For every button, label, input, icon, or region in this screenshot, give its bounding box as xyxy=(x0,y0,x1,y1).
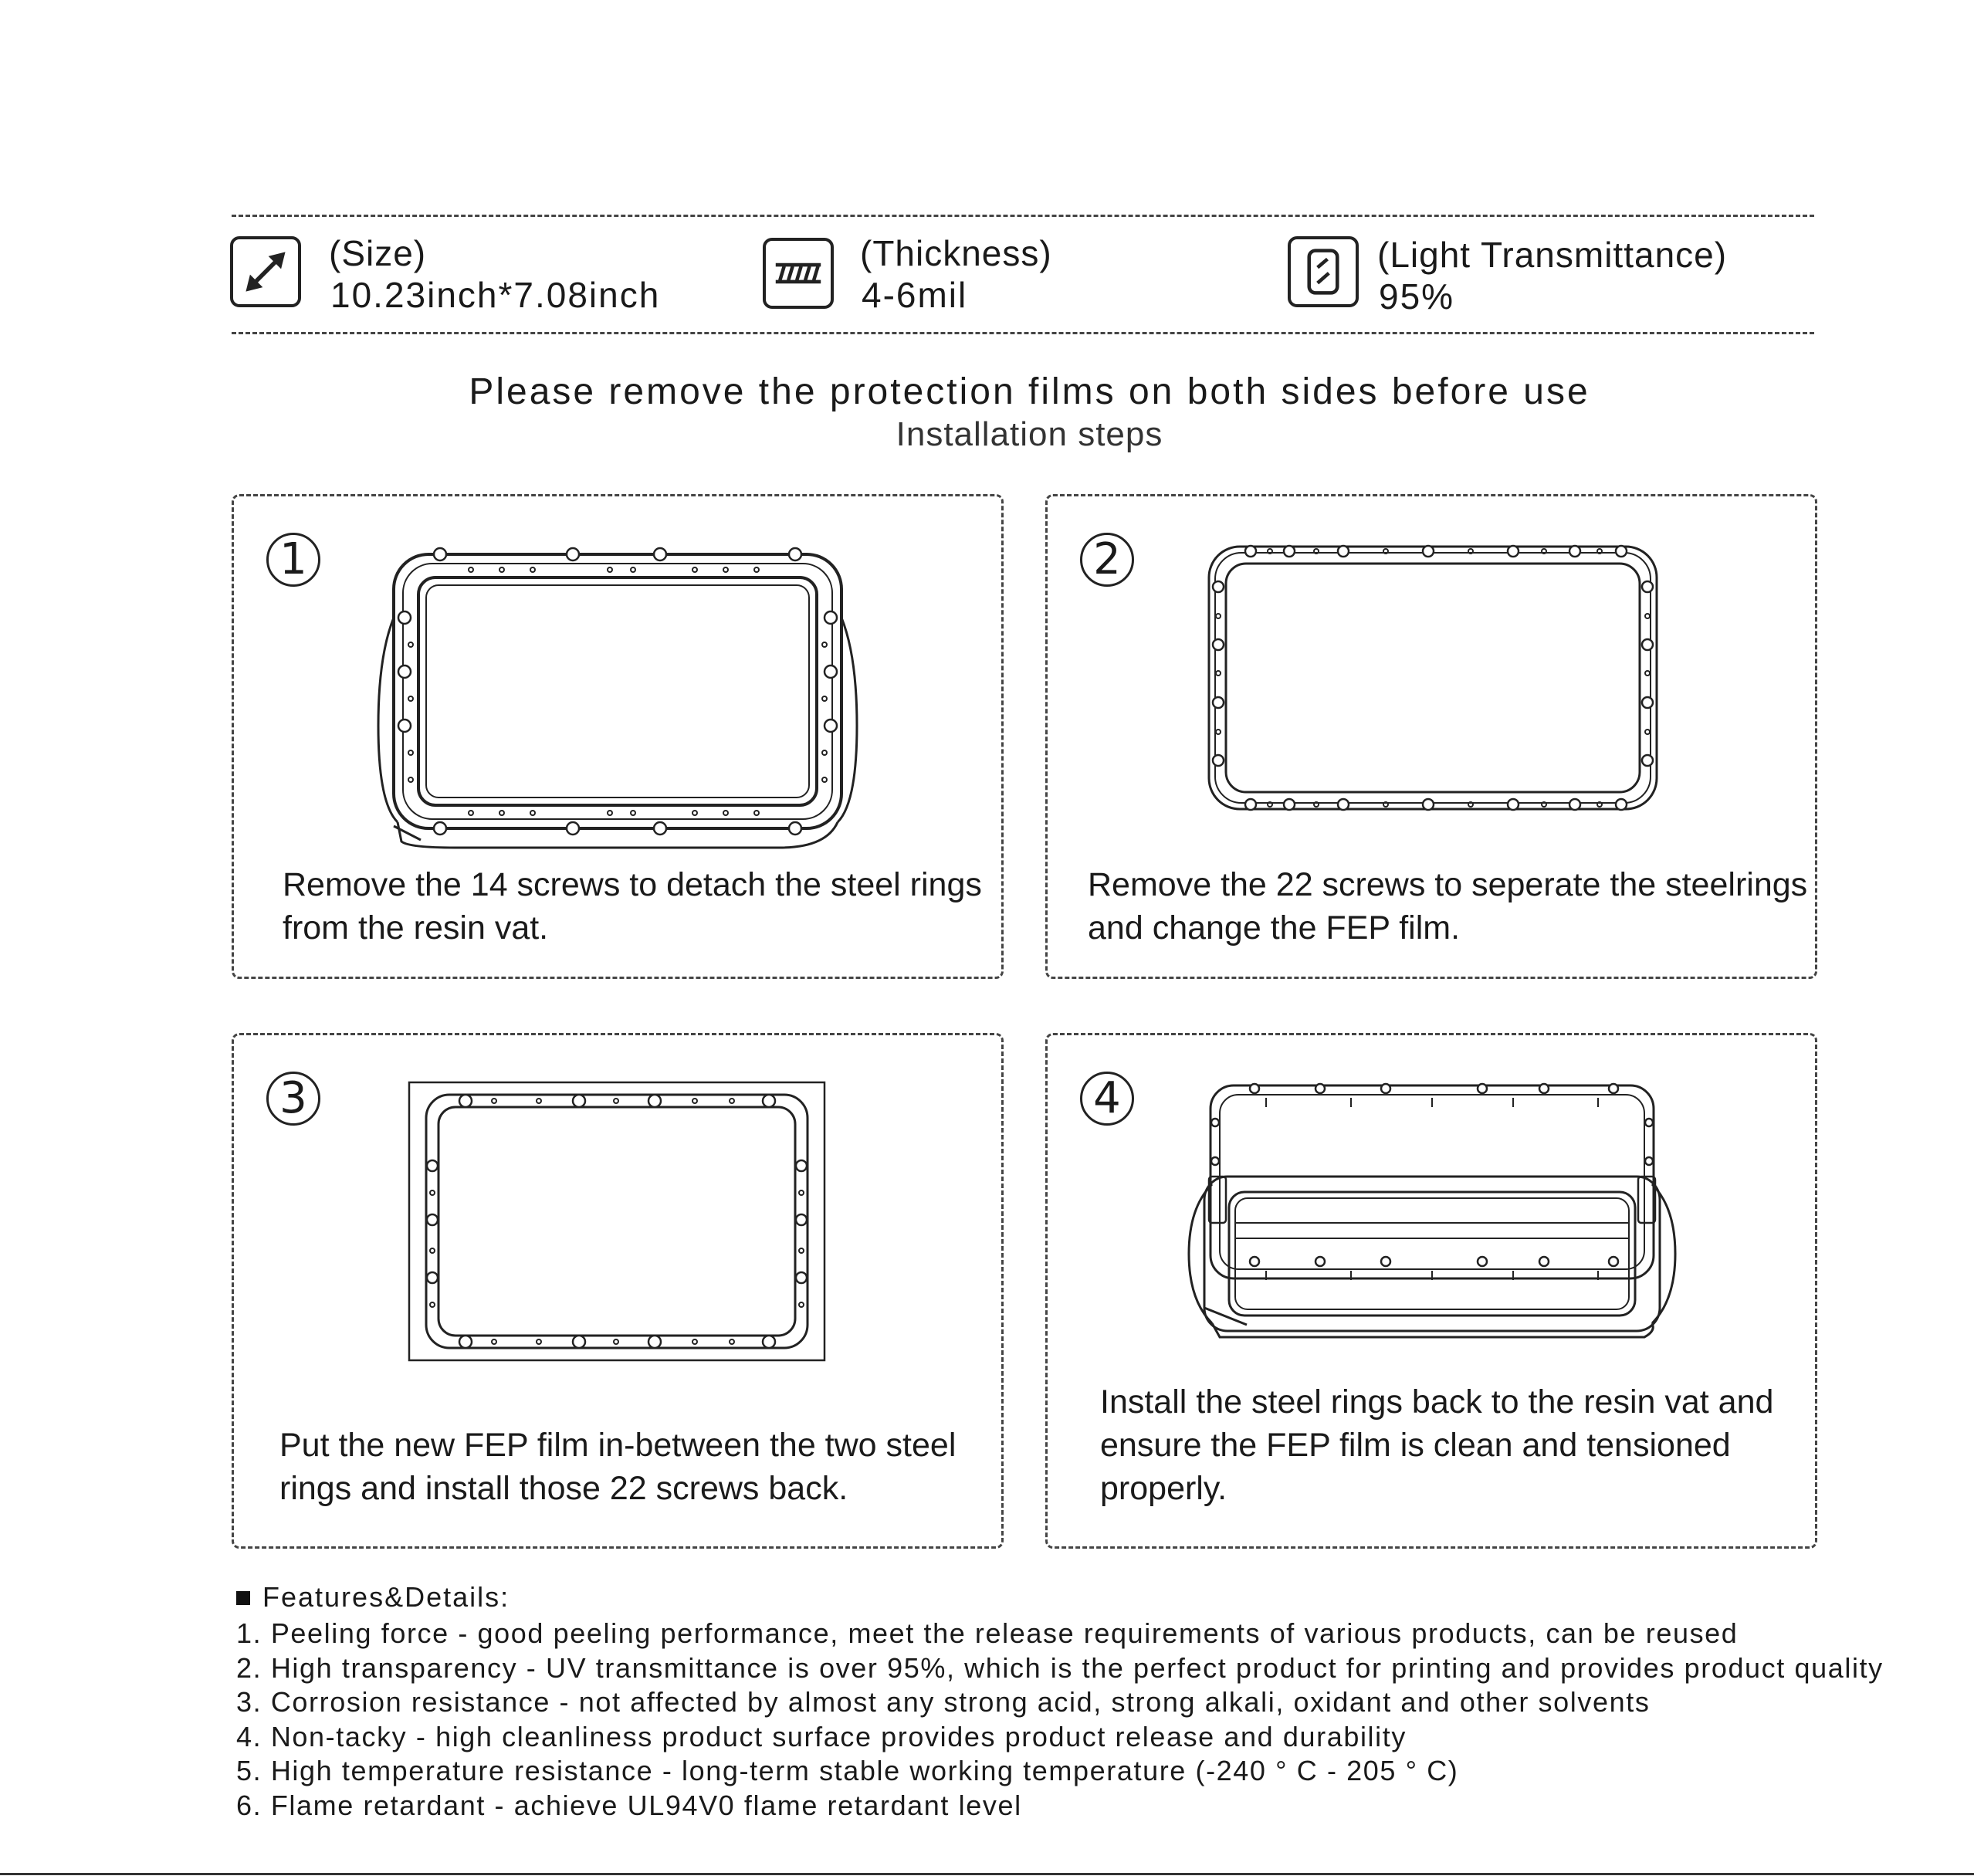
thickness-icon xyxy=(763,238,834,309)
diagonal-arrow-icon xyxy=(230,236,301,307)
size-value: 10.23inch*7.08inch xyxy=(330,275,661,315)
installation-steps-title: Installation steps xyxy=(896,415,1163,453)
step-1-text xyxy=(283,863,982,950)
features-title: Features&Details: xyxy=(262,1581,510,1613)
feature-list xyxy=(236,1617,1884,1824)
step-3-line-1: Put the new FEP film in-between the two steel xyxy=(279,1427,957,1464)
feature-item: 1. Peeling force - good peeling performance, meet the release requirements of various products, can be reused xyxy=(236,1617,1739,1649)
thickness-value: 4-6mil xyxy=(862,275,968,315)
feature-item: 4. Non-tacky - high cleanliness product surface provides product release and durability xyxy=(236,1720,1407,1752)
step-4-line-2: ensure the FEP film is clean and tensioned xyxy=(1100,1427,1731,1464)
features-heading xyxy=(236,1581,510,1614)
notice-heading: Please remove the protection films on both sides before use xyxy=(469,371,1590,412)
step-1-line-1: Remove the 14 screws to detach the steel rings xyxy=(283,866,982,903)
step-4-line-1: Install the steel rings back to the resin vat and xyxy=(1100,1383,1774,1421)
thickness-label: (Thickness) xyxy=(860,233,1052,273)
step-2-number: 2 xyxy=(1080,533,1134,587)
top-divider xyxy=(232,215,1814,217)
step-1-line-2: from the resin vat. xyxy=(283,909,549,946)
step-2-line-2: and change the FEP film. xyxy=(1088,909,1461,946)
fep-film-illustration xyxy=(408,1081,828,1363)
bottom-divider xyxy=(232,332,1814,334)
page-bottom-rule xyxy=(0,1873,1974,1875)
step-2-line-1: Remove the 22 screws to seperate the steelrings xyxy=(1088,866,1808,903)
step-4-number: 4 xyxy=(1080,1072,1134,1126)
feature-item: 3. Corrosion resistance - not affected by almost any strong acid, strong alkali, oxidant and other solvents xyxy=(236,1686,1651,1719)
light-transmittance-icon xyxy=(1288,236,1359,307)
step-4-line-3: properly. xyxy=(1100,1470,1227,1507)
step-3-line-2: rings and install those 22 screws back. xyxy=(279,1470,848,1507)
transmittance-label: (Light Transmittance) xyxy=(1377,235,1728,275)
square-bullet-icon xyxy=(236,1591,250,1605)
step-2-text xyxy=(1088,863,1807,950)
steel-rings-illustration xyxy=(1204,540,1668,818)
step-1-number: 1 xyxy=(266,533,320,587)
step-3-text xyxy=(279,1424,956,1510)
assembled-vat-illustration xyxy=(1181,1076,1683,1346)
step-3-number: 3 xyxy=(266,1072,320,1126)
transmittance-value: 95% xyxy=(1379,276,1455,317)
feature-item: 5. High temperature resistance - long-term stable working temperature (-240 ° C - 205 ° C) xyxy=(236,1755,1459,1787)
feature-item: 6. Flame retardant - achieve UL94V0 flame retardant level xyxy=(236,1789,1022,1821)
feature-item: 2. High transparency - UV transmittance is over 95%, which is the perfect product for printing and provides product quality xyxy=(236,1651,1884,1684)
size-label: (Size) xyxy=(329,233,427,273)
resin-vat-illustration xyxy=(363,533,872,857)
step-4-text xyxy=(1100,1380,1773,1510)
